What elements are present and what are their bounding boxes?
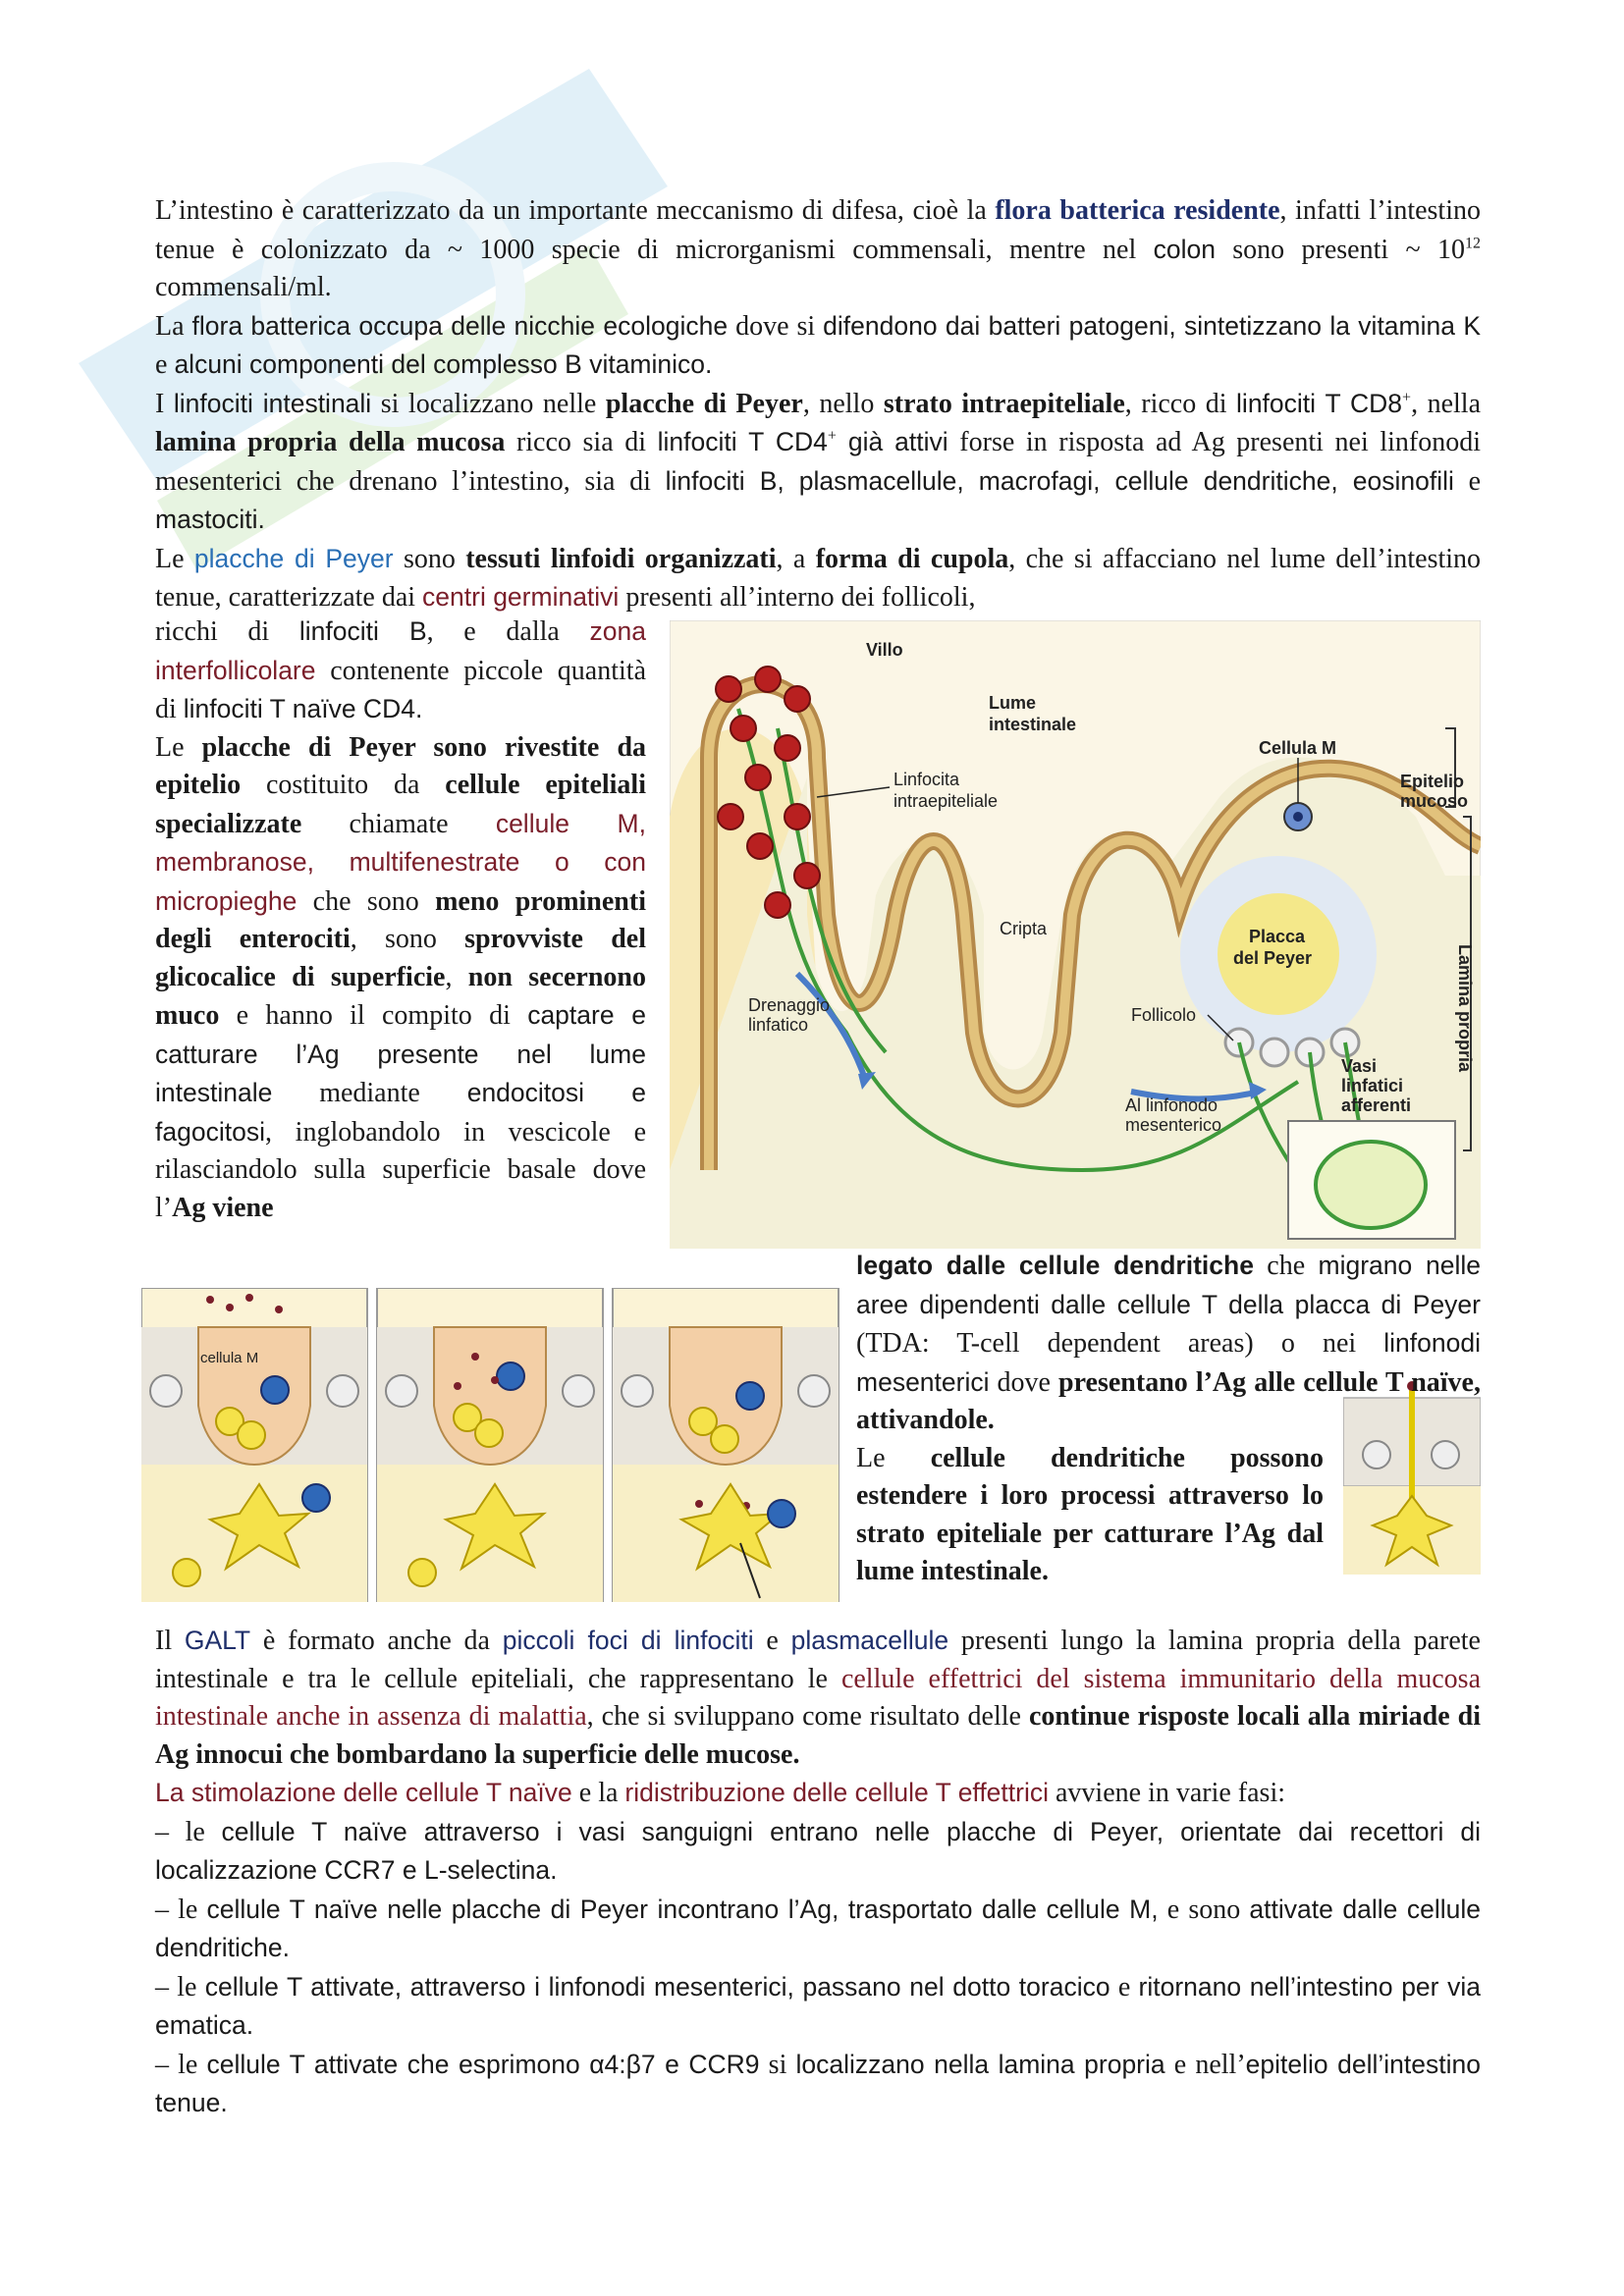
label-cripta: Cripta bbox=[1000, 919, 1048, 938]
intro-paragraph-2: La flora batterica occupa delle nicchie ecologiche dove si difendono dai batteri patogeni, sintetizzano la vitamina K e alcuni componenti del complesso B vitaminico. bbox=[155, 310, 1482, 380]
label-linfocita-2: intraepiteliale bbox=[893, 791, 999, 811]
lymph-node bbox=[1316, 1142, 1426, 1228]
lymphocyte bbox=[775, 735, 800, 761]
enterocyte-nucleus bbox=[798, 1375, 830, 1407]
lymphocyte bbox=[747, 833, 773, 859]
phase-3: – le cellule T attivate, attraverso i linfonodi mesenterici, passano nel dotto toracico e ritornano nell’intestino per via ematica. bbox=[155, 1971, 1481, 2040]
panel-2 bbox=[377, 1288, 603, 1602]
enterocyte-nucleus bbox=[563, 1375, 594, 1407]
label-linfocita: Linfocita bbox=[893, 770, 960, 789]
label-lume: Lume bbox=[989, 693, 1037, 713]
intro-paragraph-3: I linfociti intestinali si localizzano nelle placche di Peyer, nello strato intraepiteliale, ricco di linfociti T CD8+, nella lamina propria della mucosa ricco sia di linfociti T CD4+ già attivi forse in risposta ad Ag presenti nei linfonodi mesenterici che drenano l’intestino, sia di linfociti B, plasmacellule, macrofagi, cellule dendritiche, eosinofili e mastociti. bbox=[155, 388, 1482, 534]
m-cell-transport-figure bbox=[141, 1288, 848, 1602]
antigen-dot bbox=[695, 1500, 703, 1508]
lymphocyte-yellow bbox=[475, 1419, 503, 1447]
label-vasi-2: linfatici bbox=[1341, 1076, 1404, 1095]
lymphocyte-blue bbox=[261, 1376, 289, 1404]
left-column bbox=[155, 613, 646, 1227]
right-paragraph-1: legato dalle cellule dendritiche che migrano nelle aree dipendenti dalle cellule T della placca di Peyer (TDA: T-cell dependent areas) o nei linfonodi mesenterici dove presentano l’Ag alle cellule T naïve, attivandole. bbox=[856, 1251, 1481, 1435]
antigen-dot bbox=[454, 1382, 461, 1390]
antigen-dot bbox=[275, 1306, 283, 1313]
intro-paragraph-4: Le placche di Peyer sono tessuti linfoidi organizzati, a forma di cupola, che si affacciano nel lume dell’intestino tenue, caratterizzate dai centri germinativi presenti all’interno dei follicoli, bbox=[155, 543, 1482, 613]
lymphocyte bbox=[718, 804, 743, 829]
label-lume-2: intestinale bbox=[989, 715, 1077, 734]
enterocyte-nucleus bbox=[327, 1375, 358, 1407]
follicle-2 bbox=[1261, 1039, 1288, 1066]
m-cell-nucleus bbox=[1293, 812, 1303, 822]
lymphocyte bbox=[765, 892, 790, 918]
antigen-dot bbox=[206, 1296, 214, 1304]
right-column bbox=[856, 1247, 1481, 1591]
phases-intro: La stimolazione delle cellule T naïve e la ridistribuzione delle cellule T effettrici avviene in varie fasi: bbox=[155, 1778, 1286, 1808]
lymphocyte-blue bbox=[736, 1382, 764, 1410]
label-drenaggio-2: linfatico bbox=[748, 1015, 809, 1035]
label-cellula-m: Cellula M bbox=[1259, 738, 1337, 758]
label-epitelio: Epitelio bbox=[1400, 772, 1465, 791]
antigen-dot bbox=[471, 1353, 479, 1361]
left-paragraph-1: ricchi di linfociti B, e dalla zona interfollicolare contenente piccole quantità di linfociti T naïve CD4. bbox=[155, 616, 646, 724]
antigen-dot bbox=[491, 1376, 499, 1384]
phase-1: – le cellule T naïve attraverso i vasi sanguigni entrano nelle placche di Peyer, orientate dai recettori di localizzazione CCR7 e L-selectina. bbox=[155, 1816, 1481, 1885]
label-follicolo: Follicolo bbox=[1131, 1005, 1197, 1025]
label-vasi-3: afferenti bbox=[1341, 1095, 1412, 1115]
lymphocyte-yellow bbox=[711, 1425, 738, 1453]
lymphocyte bbox=[785, 686, 810, 712]
phase-2: – le cellule T naïve nelle placche di Peyer incontrano l’Ag, trasportato dalle cellule M, e sono attivate dalle cellule dendritiche. bbox=[155, 1894, 1481, 1962]
lymphocyte-blue bbox=[497, 1362, 524, 1390]
lymphocyte bbox=[731, 716, 756, 741]
lymphocyte-yellow bbox=[408, 1559, 436, 1586]
phase-4: – le cellule T attivate che esprimono α4:β7 e CCR9 si localizzano nella lamina propria e nell’epitelio dell’intestino tenue. bbox=[155, 2049, 1481, 2117]
right-paragraph-2: Le cellule dendritiche possono estendere i loro processi attraverso lo strato epiteliale per catturare l’Ag dal lume intestinale. bbox=[856, 1442, 1325, 1586]
enterocyte-nucleus bbox=[386, 1375, 417, 1407]
lymphocyte bbox=[745, 765, 771, 790]
label-vasi: Vasi bbox=[1341, 1056, 1378, 1076]
label-lamina: Lamina propria bbox=[1455, 944, 1475, 1073]
lymphocyte bbox=[755, 667, 781, 692]
label-villo: Villo bbox=[866, 640, 903, 660]
left-paragraph-2: Le placche di Peyer sono rivestite da epitelio costituito da cellule epiteliali specializzate chiamate cellule M, membranose, multifenestrate o con micropieghe che sono meno prominenti degli enterociti, sono sprovviste del glicocalice di superficie, non secernono muco e hanno il compito di captare e catturare l’Ag presente nel lume intestinale mediante endocitosi e fagocitosi, inglobandolo in vescicole e rilasciandolo sulla superficie basale dove l’Ag viene bbox=[155, 731, 647, 1223]
galt-block bbox=[155, 1622, 1481, 2123]
label-placca: Placca bbox=[1249, 927, 1306, 946]
label-linfonodo-2: mesenterico bbox=[1125, 1115, 1222, 1135]
lymphocyte-yellow bbox=[173, 1559, 200, 1586]
label-placca-2: del Peyer bbox=[1233, 948, 1313, 968]
label-cellula-m: cellula M bbox=[200, 1350, 259, 1366]
lymphocyte-yellow bbox=[238, 1421, 265, 1449]
panel-1 bbox=[141, 1288, 367, 1602]
antigen-dot bbox=[226, 1304, 234, 1311]
panel-3 bbox=[613, 1288, 839, 1602]
label-linfonodo: Al linfonodo bbox=[1125, 1095, 1218, 1115]
peyer-patch-figure bbox=[670, 620, 1481, 1249]
lymphocyte-blue bbox=[302, 1484, 330, 1512]
label-drenaggio: Drenaggio bbox=[748, 995, 831, 1015]
lymphocyte bbox=[716, 676, 741, 702]
enterocyte-nucleus bbox=[150, 1375, 182, 1407]
lymphocyte-blue bbox=[768, 1500, 795, 1527]
galt-paragraph: Il GALT è formato anche da piccoli foci di linfociti e plasmacellule presenti lungo la lamina propria della parete intestinale e tra le cellule epiteliali, che rappresentano le cellule effettrici del sistema immunitario della mucosa intestinale anche in assenza di malattia, che si sviluppano come risultato delle continue risposte locali alla miriade di Ag innocui che bombardano la superficie delle mucose. bbox=[155, 1626, 1481, 1770]
lymphocyte bbox=[785, 804, 810, 829]
lymphocyte bbox=[794, 863, 820, 888]
intro-block bbox=[155, 192, 1481, 617]
antigen-dot bbox=[245, 1294, 253, 1302]
label-epitelio-2: mucoso bbox=[1400, 791, 1469, 811]
enterocyte-nucleus bbox=[622, 1375, 653, 1407]
intro-paragraph-1: L’intestino è caratterizzato da un importante meccanismo di difesa, cioè la flora batterica residente, infatti l’intestino tenue è colonizzato da ~ 1000 specie di microrganismi commensali, mentre nel colon sono presenti ~ $10^{12}$ commensali/ml. bbox=[155, 195, 1481, 302]
